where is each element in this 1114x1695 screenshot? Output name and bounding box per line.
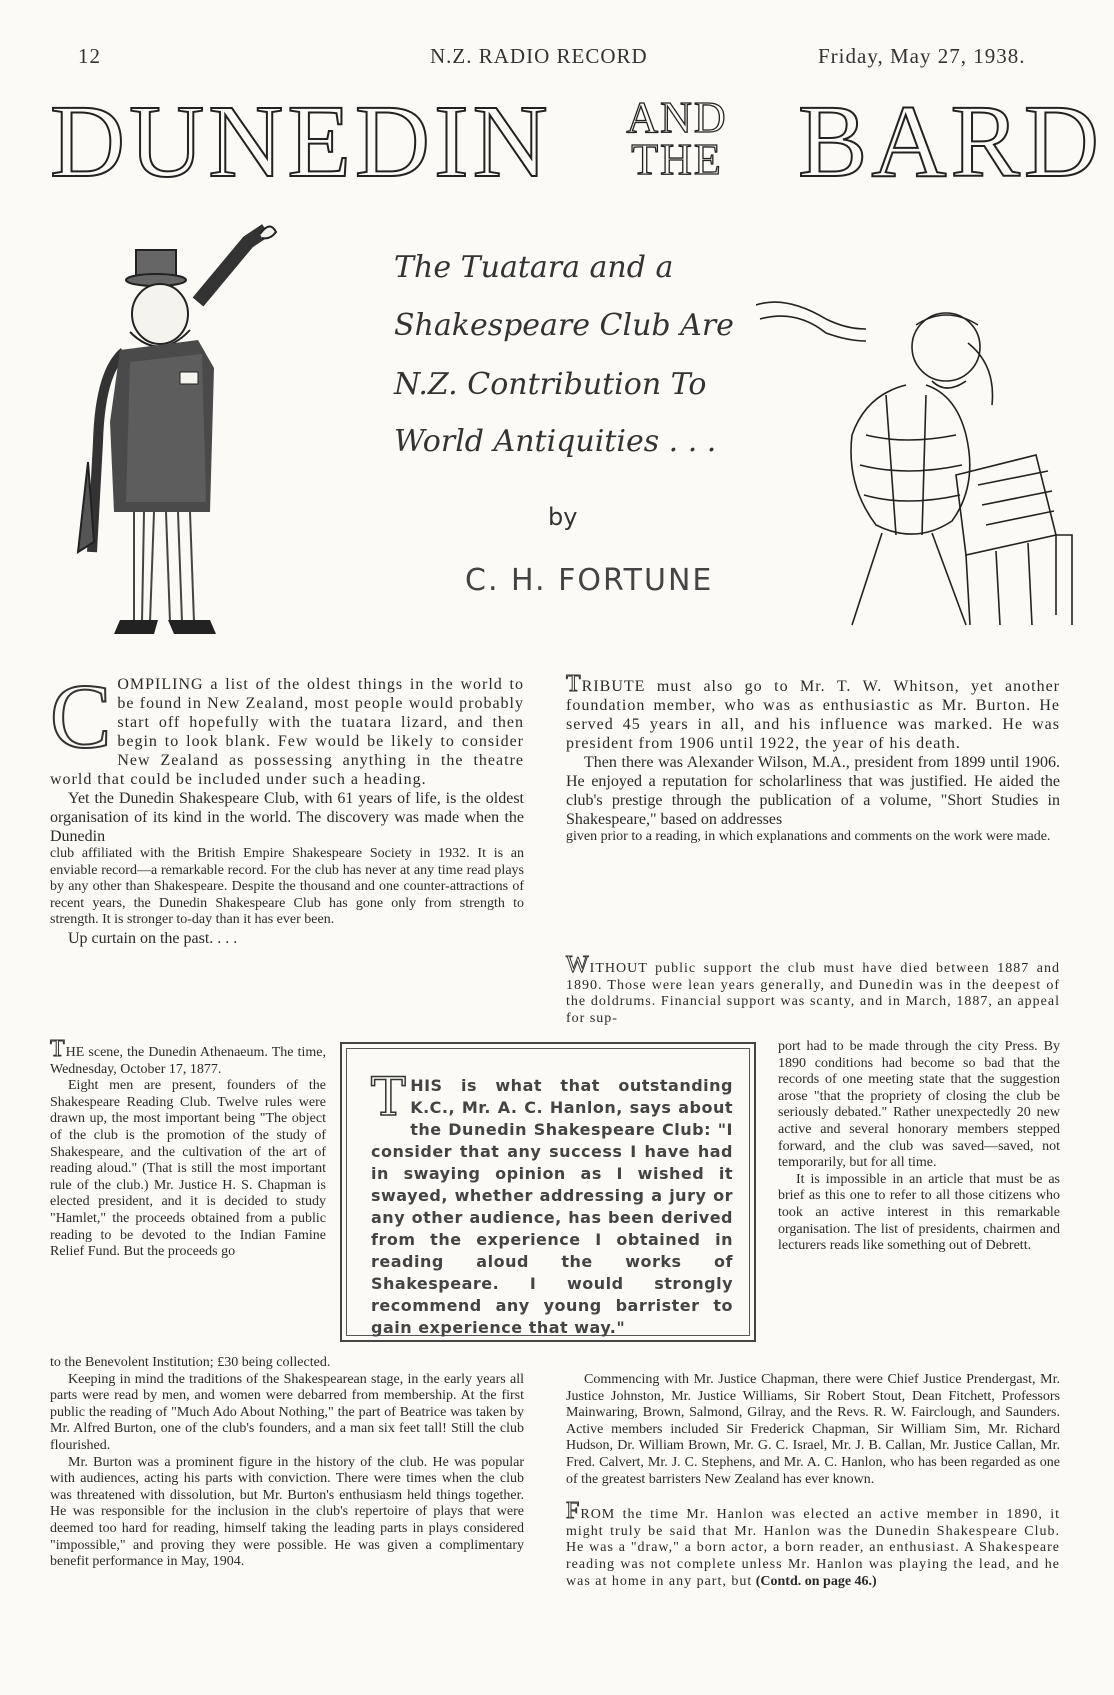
cartoon-man-top-hat-illustration bbox=[70, 222, 300, 642]
subtitle-line-4: World Antiquities . . . bbox=[394, 424, 717, 459]
continued-note: (Contd. on page 46.) bbox=[755, 1573, 877, 1589]
paragraph-text: RIBUTE must also go to Mr. T. W. Whitson, yet another foundation member, who was as enthusiastic as Mr. Burton. He served 45 years in all, and his influence was marked. He was president from 1906 until 1922, the year of his death. bbox=[566, 678, 1060, 752]
title-word-dunedin: DUNEDIN bbox=[50, 84, 552, 199]
article-column-left-lower bbox=[50, 1355, 524, 1571]
article-column-right-upper bbox=[566, 671, 1060, 846]
paragraph-from bbox=[566, 1498, 1060, 1590]
title-word-the: THE bbox=[631, 135, 723, 184]
paragraph-text: Eight men are present, founders of the Shakespeare Reading Club. Twelve rules were drawn up, the most important being "The object of the club is the promotion of the study of Shakespeare, and the cultivation of the art of reading aloud." (That is still the most important rule of the club.) Mr. Justice H. S. Chapman is elected president, and it is decided to study "Hamlet," the proceeds obtained from a public reading to be devoted to the Indian Famine Relief Fund. But the proceeds go bbox=[50, 1078, 326, 1260]
initial-letter: T bbox=[50, 1036, 65, 1062]
quote-text: HIS is what that outstanding K.C., Mr. A. C. Hanlon, says about the Dunedin Shakespeare Club: "I consider that any success I have had in swaying opinion as I wished it swayed, whether addressing a jury or any other audience, has been derived from the experience I obtained in reading aloud the works of Shakespeare. I would strongly recommend any young barrister to gain experience that way." bbox=[371, 1076, 733, 1337]
paragraph-text: port had to be made through the city Press. By 1890 conditions had become so bad that the records of one meeting state that the suggestion arose "that the propriety of closing the club be seriously debated." Rather unexpectedly 20 new active and several honorary members stepped forward, and the club was saved—saved, not temporarily, but for all time. bbox=[778, 1039, 1060, 1171]
article-column-right-middle bbox=[566, 952, 1060, 1027]
paragraph-text: HE scene, the Dunedin Athenaeum. The time, Wednesday, October 17, 1877. bbox=[50, 1045, 326, 1077]
cartoon-shakespeare-illustration bbox=[756, 285, 1086, 630]
paragraph-text: OMPILING a list of the oldest things in the world to be found in New Zealand, most people would probably start off hopefully with the tuatara lizard, and then begin to look blank. Few would be likely to consider New Zealand as possessing anything in the theatre world that could be included under such a heading. bbox=[50, 676, 524, 788]
paragraph-without bbox=[566, 952, 1060, 1027]
issue-date: Friday, May 27, 1938. bbox=[818, 44, 1026, 68]
quote-box bbox=[340, 1042, 756, 1342]
quote-drop-cap: T bbox=[371, 1068, 407, 1128]
paragraph-tribute bbox=[566, 671, 1060, 753]
initial-letter: F bbox=[566, 1498, 580, 1525]
paragraph-text: ROM the time Mr. Hanlon was elected an active member in 1890, it might truly be said that Mr. Hanlon was the Dunedin Shakespeare Club. He was a "draw," a born actor, a born reader, an enthusiast. A Shakespeare reading was not complete unless Mr. Hanlon was playing the lead, and he was at home in any part, but bbox=[566, 1507, 1060, 1589]
byline-by: by bbox=[548, 503, 578, 531]
initial-letter: T bbox=[566, 671, 581, 697]
paragraph-text: ITHOUT public support the club must have died between 1887 and 1890. Those were lean years generally, and Dunedin was in the deepest of the doldrums. Financial support was scanty, and in March, 1887, an appeal for sup- bbox=[566, 961, 1060, 1026]
paragraph-text: Mr. Burton was a prominent figure in the history of the club. He was popular with audiences, acting his parts with conviction. There were times when the club was threatened with dissolution, but Mr. Burton's enthusiasm held things together. He was responsible for the inclusion in the club's repertoire of plays that were deemed too hard for reading, himself taking the leading parts in plays considered "impossible," and proving they were possible. He was given a complimentary benefit performance in May, 1904. bbox=[50, 1454, 524, 1570]
paragraph-scene bbox=[50, 1036, 326, 1078]
byline-author: C. H. FORTUNE bbox=[465, 563, 714, 598]
paragraph-intro bbox=[50, 665, 524, 789]
publication-name: N.Z. RADIO RECORD bbox=[430, 44, 648, 68]
paragraph-text: club affiliated with the British Empire Shakespeare Society in 1932. It is an enviable record—a remarkable record. For the club has never at any time read plays by any other than Shakespeare. Despite the thousand and one counter-attractions of recent years, the Dunedin Shakespeare Club has gone only from strength to strength. It is stronger to-day than it has ever been. bbox=[50, 846, 524, 928]
article-column-left-narrow bbox=[50, 1036, 326, 1261]
paragraph-text: Yet the Dunedin Shakespeare Club, with 61 years of life, is the oldest organisation of its kind in the world. The discovery was made when the Dunedin bbox=[50, 790, 524, 845]
paragraph-text: to the Benevolent Institution; £30 being collected. bbox=[50, 1355, 331, 1370]
paragraph-text: Commencing with Mr. Justice Chapman, there were Chief Justice Prendergast, Mr. Justice Johnston, Mr. Justice Williams, Sir Robert Stout, Dean Fitchett, Professors Mainwaring, Brown, Salmond, Gilray, and the Revs. R. W. Fairclough, and Saunders. Active members included Sir Frederick Chapman, Sir William Sim, Mr. Richard Hudson, Dr. William Brown, Mr. G. C. Israel, Mr. J. B. Callan, Mr. Justice Callan, Mr. Fred. Calvert, Mr. J. C. Stephens, and Mr. A. C. Hanlon, who has been regarded as one of the greatest barristers New Zealand has ever known. bbox=[566, 1372, 1060, 1487]
paragraph-text: Up curtain on the past. . . . bbox=[68, 929, 238, 947]
subtitle-line-1: The Tuatara and a bbox=[394, 250, 674, 285]
quote-box-inner bbox=[346, 1048, 750, 1336]
subtitle-line-2: Shakespeare Club Are bbox=[394, 308, 734, 343]
title-word-and: AND bbox=[626, 93, 728, 142]
article-column-left-upper bbox=[50, 665, 524, 948]
article-column-right-narrow bbox=[778, 1039, 1060, 1255]
page-number: 12 bbox=[78, 44, 101, 68]
paragraph-text: given prior to a reading, in which explanations and comments on the work were made. bbox=[566, 829, 1051, 844]
paragraph-text: Then there was Alexander Wilson, M.A., president from 1899 until 1906. He enjoyed a reputation for scholarliness that was justified. He aided the club's prestige through the publication of a volume, "Short Studies in Shakespeare," based on addresses bbox=[566, 754, 1060, 828]
title-word-bard: BARD bbox=[798, 84, 1103, 199]
article-column-right-lower bbox=[566, 1372, 1060, 1590]
subtitle-line-3: N.Z. Contribution To bbox=[394, 367, 707, 402]
initial-letter: W bbox=[566, 952, 589, 978]
paragraph-text: Keeping in mind the traditions of the Shakespearean stage, in the early years all parts were read by men, and women were debarred from membership. At the first public the reading of "Much Ado About Nothing," the part of Beatrice was taken by Mr. Alfred Burton, one of the club's founders, and a man six feet tall! Still the club flourished. bbox=[50, 1371, 524, 1453]
paragraph-text: It is impossible in an article that must be as brief as this one to refer to all those citizens who took an active interest in this remarkable organisation. The list of presidents, chairmen and lecturers reads like something out of Debrett. bbox=[778, 1171, 1060, 1254]
drop-cap: C bbox=[50, 665, 112, 767]
